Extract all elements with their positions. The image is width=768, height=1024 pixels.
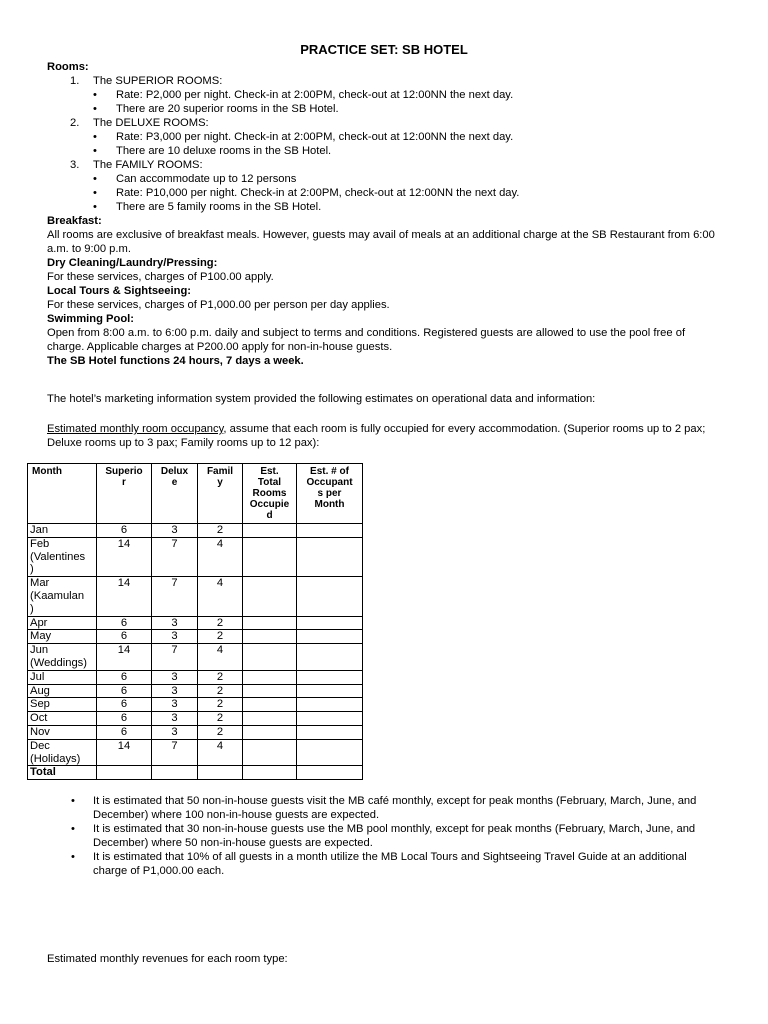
room-detail-bullet <box>47 172 721 186</box>
table-row <box>28 630 363 644</box>
estimate-bullet <box>47 850 721 878</box>
table-cell-family: 2 <box>198 712 243 726</box>
table-cell-month: Dec (Holidays) <box>28 739 97 766</box>
room-detail-bullet <box>47 102 721 116</box>
table-cell-month: May <box>28 630 97 644</box>
table-cell-occupants <box>297 537 363 576</box>
bullet-icon: • <box>71 823 75 836</box>
table-cell-occupants <box>297 524 363 538</box>
room-detail-text: There are 10 deluxe rooms in the SB Hotel. <box>116 145 332 157</box>
table-cell-occupants <box>297 712 363 726</box>
table-body <box>28 524 363 780</box>
table-cell-superior: 6 <box>97 616 152 630</box>
table-total-cell <box>152 766 198 780</box>
table-cell-month: Oct <box>28 712 97 726</box>
table-cell-month: Nov <box>28 725 97 739</box>
table-header-cell: Est. # of Occupant s per Month <box>297 464 363 524</box>
table-cell-deluxe: 7 <box>152 739 198 766</box>
estimate-bullet <box>47 794 721 822</box>
table-row <box>28 644 363 671</box>
table-cell-superior: 6 <box>97 684 152 698</box>
table-cell-family: 2 <box>198 725 243 739</box>
table-cell-month: Jul <box>28 670 97 684</box>
revenues-intro: Estimated monthly revenues for each room type: <box>47 953 288 965</box>
table-cell-superior: 6 <box>97 630 152 644</box>
bullet-icon: • <box>93 131 97 143</box>
estimates-list <box>47 794 721 878</box>
section-heading: Local Tours & Sightseeing: <box>47 285 191 297</box>
table-row <box>28 577 363 616</box>
table-cell-family: 2 <box>198 630 243 644</box>
room-type-name: The SUPERIOR ROOMS: <box>93 75 223 87</box>
table-cell-family: 4 <box>198 739 243 766</box>
room-detail-bullet <box>47 144 721 158</box>
table-header-cell: Delux e <box>152 464 198 524</box>
room-detail-text: Rate: P10,000 per night. Check-in at 2:00PM, check-out at 12:00NN the next day. <box>116 187 520 199</box>
estimate-text: It is estimated that 30 non-in-house guests use the MB pool monthly, except for peak months (February, March, June, and December) where 50 non-in-house guests are expected. <box>93 823 696 850</box>
estimate-bullet <box>47 822 721 850</box>
table-cell-deluxe: 3 <box>152 725 198 739</box>
table-cell-deluxe: 7 <box>152 577 198 616</box>
section-text: For these services, charges of P100.00 apply. <box>47 271 274 283</box>
table-cell-occupants <box>297 616 363 630</box>
table-cell-total <box>243 725 297 739</box>
table-total-cell <box>243 766 297 780</box>
table-row <box>28 739 363 766</box>
table-cell-superior: 6 <box>97 725 152 739</box>
room-detail-bullet <box>47 88 721 102</box>
mis-intro: The hotel’s marketing information system provided the following estimates on operational data and information: <box>47 393 596 405</box>
table-cell-total <box>243 537 297 576</box>
table-cell-occupants <box>297 739 363 766</box>
table-cell-superior: 14 <box>97 644 152 671</box>
table-cell-total <box>243 684 297 698</box>
table-total-cell <box>97 766 152 780</box>
section-heading: Dry Cleaning/Laundry/Pressing: <box>47 257 218 269</box>
section-text: All rooms are exclusive of breakfast meals. However, guests may avail of meals at an additional charge at the SB Restaurant from 6:00 a.m. to 9:00 p.m. <box>47 229 715 255</box>
table-cell-superior: 6 <box>97 712 152 726</box>
occupancy-label: Estimated monthly room occupancy <box>47 423 224 435</box>
table-cell-superior: 14 <box>97 577 152 616</box>
room-type-number: 3. <box>70 159 80 171</box>
table-cell-deluxe: 7 <box>152 537 198 576</box>
bullet-icon: • <box>71 795 75 808</box>
section-heading: Swimming Pool: <box>47 313 135 325</box>
room-type-item <box>47 74 721 88</box>
occupancy-text: , assume that each room is fully occupied for every accommodation. (Superior rooms up to 2 pax; Deluxe rooms up to 3 pax; Family rooms up to 12 pax): <box>47 423 706 449</box>
table-cell-month: Feb (Valentines ) <box>28 537 97 576</box>
table-cell-deluxe: 3 <box>152 712 198 726</box>
table-cell-superior: 14 <box>97 537 152 576</box>
table-cell-family: 4 <box>198 644 243 671</box>
occupancy-table <box>27 463 363 780</box>
table-cell-family: 2 <box>198 684 243 698</box>
table-total-cell <box>297 766 363 780</box>
section-text: For these services, charges of P1,000.00 per person per day applies. <box>47 299 390 311</box>
table-cell-total <box>243 644 297 671</box>
room-type-name: The DELUXE ROOMS: <box>93 117 209 129</box>
rooms-list <box>47 74 721 214</box>
table-cell-total <box>243 616 297 630</box>
table-row <box>28 712 363 726</box>
room-detail-text: Can accommodate up to 12 persons <box>116 173 297 185</box>
table-cell-family: 4 <box>198 577 243 616</box>
table-row <box>28 684 363 698</box>
table-cell-occupants <box>297 684 363 698</box>
table-cell-month: Jun (Weddings) <box>28 644 97 671</box>
room-type-item <box>47 116 721 130</box>
table-total-cell <box>198 766 243 780</box>
table-cell-family: 2 <box>198 616 243 630</box>
table-row <box>28 670 363 684</box>
table-cell-superior: 6 <box>97 670 152 684</box>
bullet-icon: • <box>93 173 97 185</box>
bullet-icon: • <box>93 103 97 115</box>
table-cell-total <box>243 739 297 766</box>
bullet-icon: • <box>93 187 97 199</box>
table-row <box>28 537 363 576</box>
services-sections <box>47 214 721 354</box>
table-header-cell: Est. Total Rooms Occupie d <box>243 464 297 524</box>
table-cell-deluxe: 7 <box>152 644 198 671</box>
table-cell-occupants <box>297 725 363 739</box>
bullet-icon: • <box>71 851 75 864</box>
room-type-name: The FAMILY ROOMS: <box>93 159 203 171</box>
estimate-text: It is estimated that 10% of all guests in a month utilize the MB Local Tours and Sightseeing Travel Guide at an additional charge of P1,000.00 each. <box>93 851 687 878</box>
table-cell-family: 2 <box>198 698 243 712</box>
room-detail-bullet <box>47 186 721 200</box>
section-text: Open from 8:00 a.m. to 6:00 p.m. daily and subject to terms and conditions. Registered guests are allowed to use the pool free of charge. Applicable charges at P200.00 apply for non-in-house guests. <box>47 327 686 353</box>
section-heading: Breakfast: <box>47 215 102 227</box>
table-cell-total <box>243 670 297 684</box>
table-cell-deluxe: 3 <box>152 684 198 698</box>
room-type-item <box>47 158 721 172</box>
table-row <box>28 725 363 739</box>
room-type-number: 2. <box>70 117 80 129</box>
table-header-cell: Superio r <box>97 464 152 524</box>
room-detail-bullet <box>47 200 721 214</box>
room-detail-text: Rate: P2,000 per night. Check-in at 2:00PM, check-out at 12:00NN the next day. <box>116 89 514 101</box>
room-detail-text: There are 20 superior rooms in the SB Hotel. <box>116 103 339 115</box>
table-cell-total <box>243 712 297 726</box>
room-detail-text: There are 5 family rooms in the SB Hotel. <box>116 201 322 213</box>
table-cell-occupants <box>297 644 363 671</box>
occupancy-paragraph <box>47 422 721 450</box>
table-cell-occupants <box>297 577 363 616</box>
table-cell-total <box>243 577 297 616</box>
hours-note: The SB Hotel functions 24 hours, 7 days a week. <box>47 355 304 367</box>
table-cell-occupants <box>297 670 363 684</box>
table-cell-occupants <box>297 698 363 712</box>
rooms-heading: Rooms: <box>47 61 89 73</box>
table-cell-deluxe: 3 <box>152 698 198 712</box>
table-total-row <box>28 766 363 780</box>
estimate-text: It is estimated that 50 non-in-house guests visit the MB café monthly, except for peak months (February, March, June, and December) where 100 non-in-house guests are expected. <box>93 795 697 822</box>
table-cell-total <box>243 524 297 538</box>
table-row <box>28 524 363 538</box>
table-cell-month: Mar (Kaamulan ) <box>28 577 97 616</box>
page-title: PRACTICE SET: SB HOTEL <box>300 42 468 57</box>
table-cell-deluxe: 3 <box>152 616 198 630</box>
table-cell-deluxe: 3 <box>152 524 198 538</box>
room-type-number: 1. <box>70 75 80 87</box>
table-header-cell: Month <box>28 464 97 524</box>
table-cell-superior: 14 <box>97 739 152 766</box>
table-cell-month: Aug <box>28 684 97 698</box>
table-row <box>28 698 363 712</box>
table-total-label: Total <box>28 766 97 780</box>
table-cell-superior: 6 <box>97 698 152 712</box>
table-cell-month: Sep <box>28 698 97 712</box>
room-detail-text: Rate: P3,000 per night. Check-in at 2:00PM, check-out at 12:00NN the next day. <box>116 131 514 143</box>
table-cell-month: Apr <box>28 616 97 630</box>
table-cell-month: Jan <box>28 524 97 538</box>
table-cell-superior: 6 <box>97 524 152 538</box>
table-cell-deluxe: 3 <box>152 670 198 684</box>
bullet-icon: • <box>93 145 97 157</box>
table-cell-family: 2 <box>198 670 243 684</box>
table-row <box>28 616 363 630</box>
bullet-icon: • <box>93 201 97 213</box>
table-cell-family: 2 <box>198 524 243 538</box>
table-cell-total <box>243 630 297 644</box>
table-cell-occupants <box>297 630 363 644</box>
table-header-cell: Famil y <box>198 464 243 524</box>
table-cell-family: 4 <box>198 537 243 576</box>
table-cell-total <box>243 698 297 712</box>
document-page <box>30 42 721 878</box>
bullet-icon: • <box>93 89 97 101</box>
room-detail-bullet <box>47 130 721 144</box>
table-cell-deluxe: 3 <box>152 630 198 644</box>
table-header-row <box>28 464 363 524</box>
